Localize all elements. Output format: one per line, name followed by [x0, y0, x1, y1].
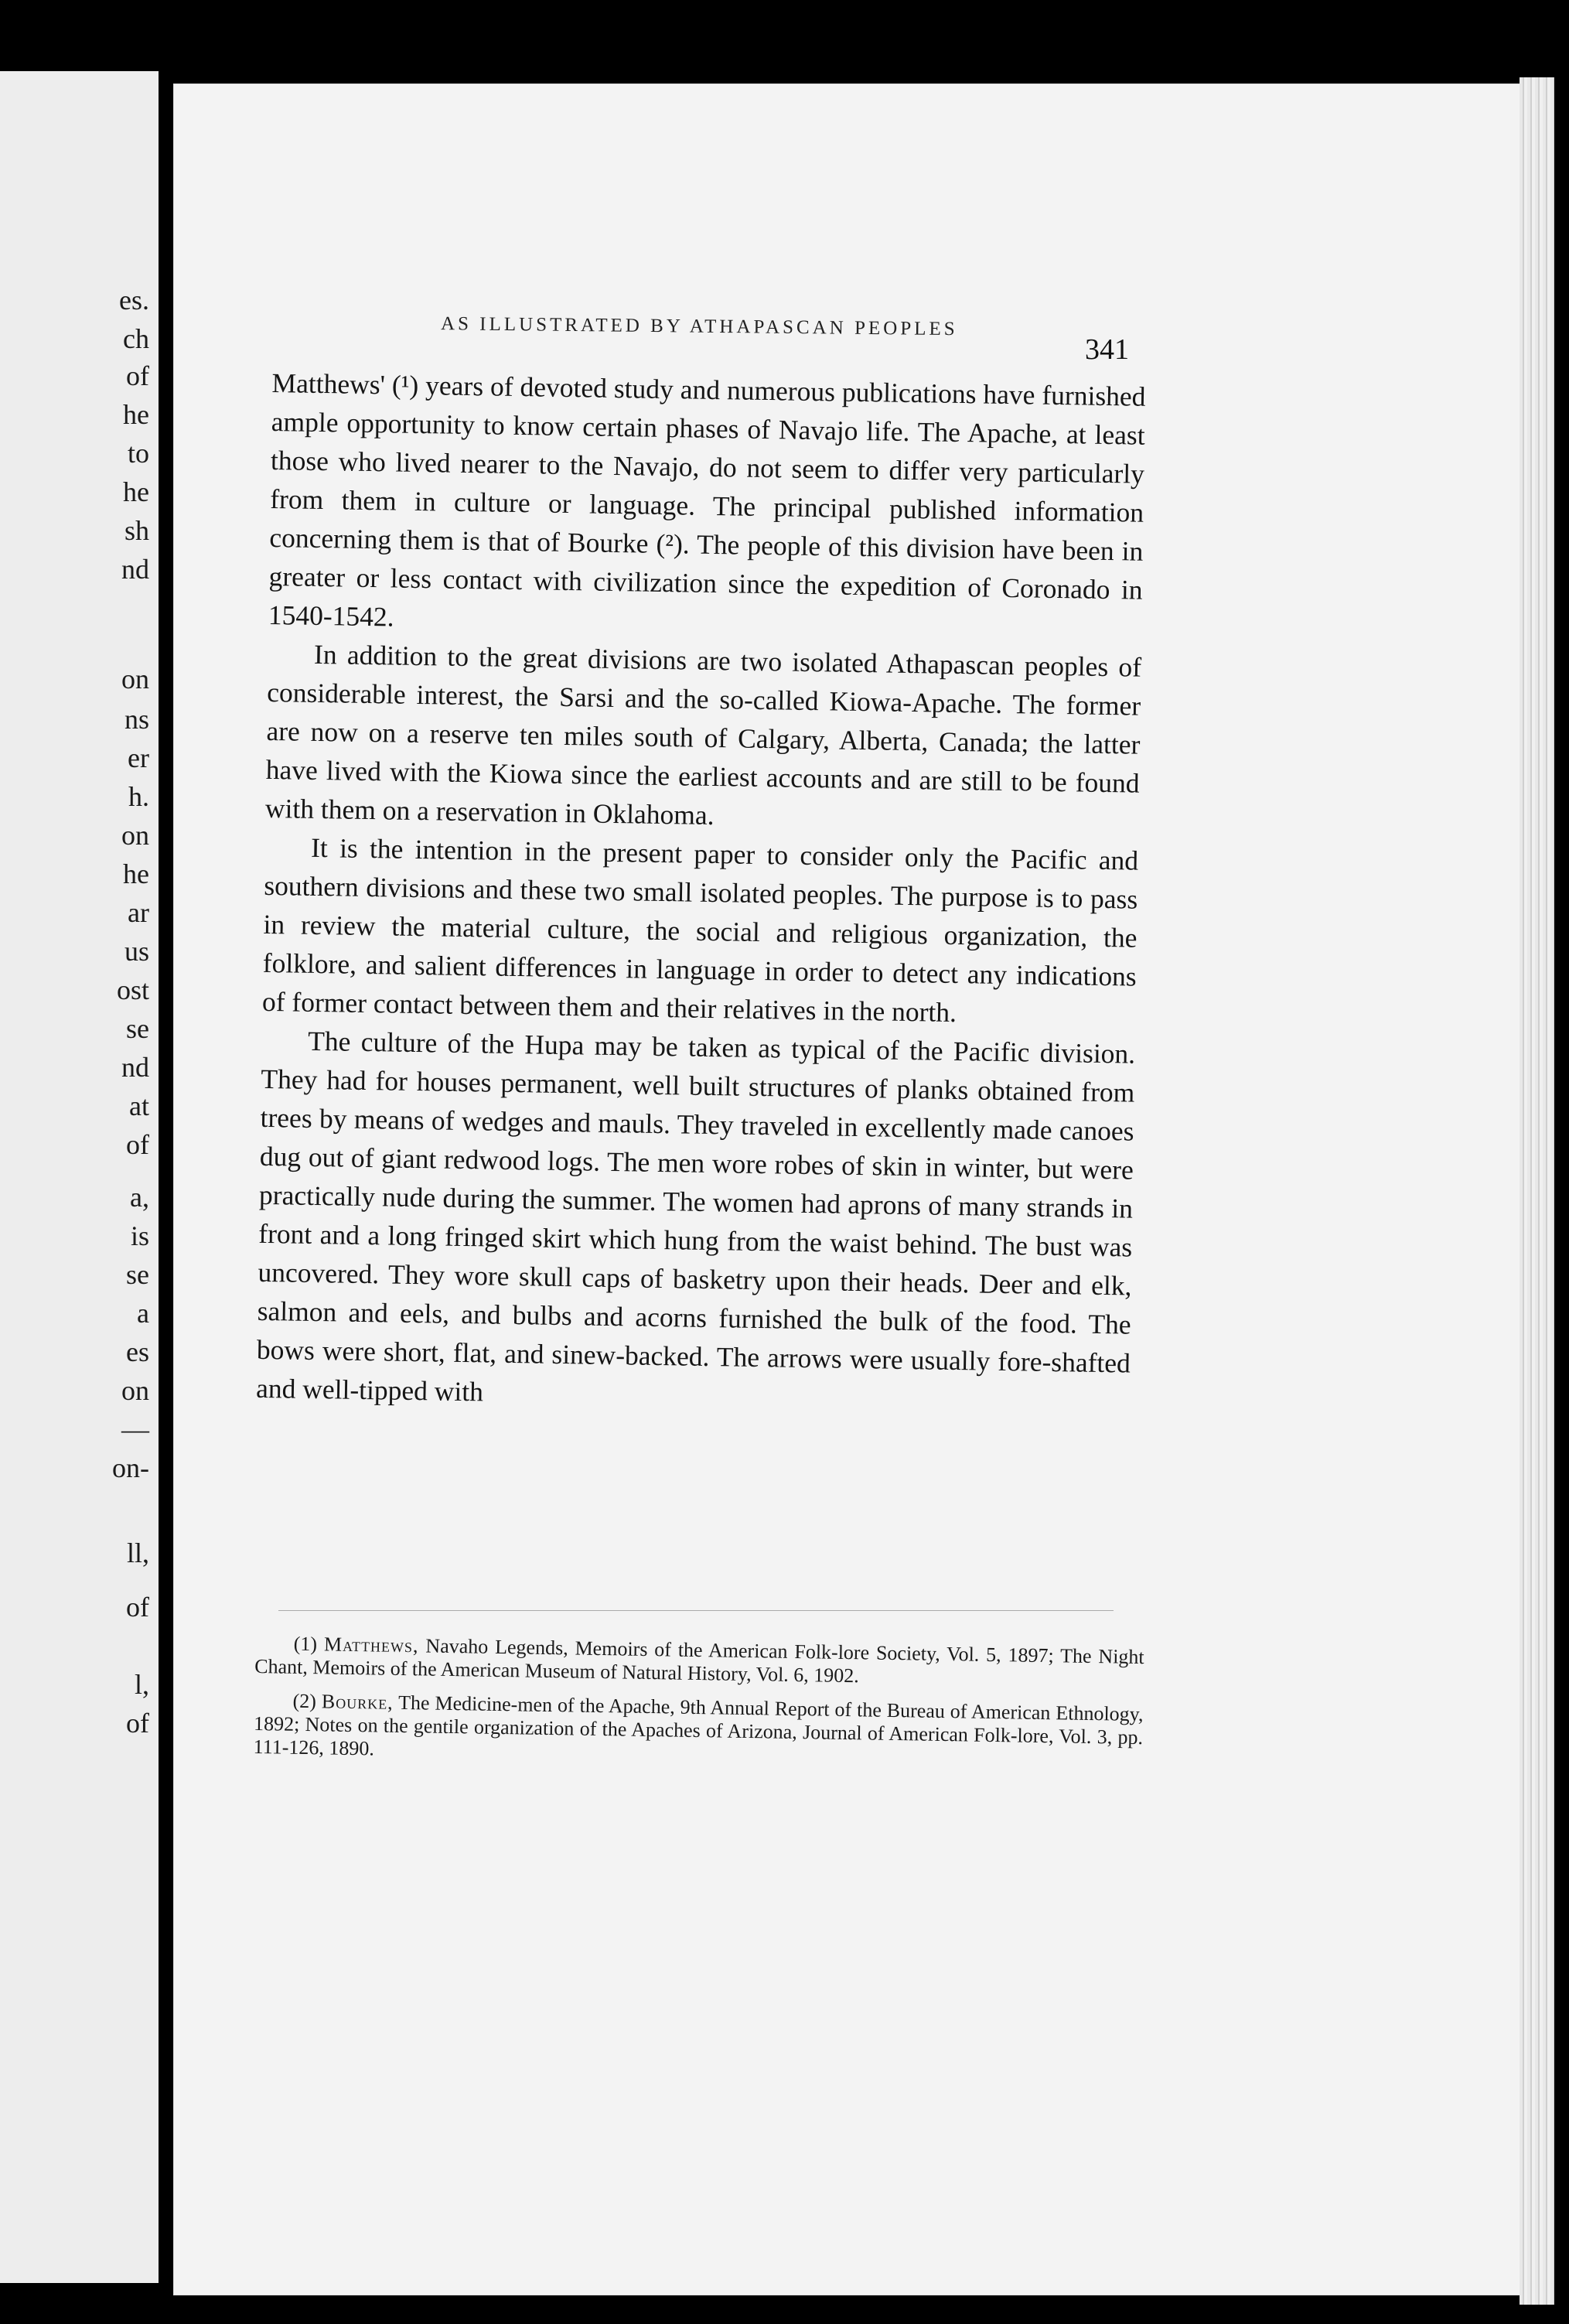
left-page-fragment: on — [121, 1375, 149, 1406]
body-text — [256, 363, 1146, 1421]
left-page-fragment: on- — [112, 1452, 149, 1483]
left-page-fragment: es. — [119, 285, 149, 316]
left-page-fragment: he — [123, 858, 149, 889]
left-page-fragment: at — [129, 1090, 149, 1121]
footnote-divider — [278, 1610, 1114, 1611]
left-page-fragment: sh — [124, 515, 149, 546]
footnote-text: The Medicine-men of the Apache, 9th Annual Report of the Bureau of American Ethnology, 1892; Notes on the gentile organization of the Apaches of Arizona, Journal of American Folk-lore, Vol. 3, pp. 111-126, 1890. — [253, 1691, 1144, 1760]
left-page-fragment: he — [123, 476, 149, 507]
left-page-fragment: nd — [121, 554, 149, 585]
left-page-fragment: ost — [116, 974, 149, 1005]
running-title: AS ILLUSTRATED BY ATHAPASCAN PEOPLES — [440, 313, 958, 340]
paragraph: Matthews' (¹) years of devoted study and numerous publications have furnished ample opportunity to know certain phases of Navajo life. The Apache, at least those who lived nearer to the Navajo, do not seem to differ very particularly from them in culture or language. The principal published information concerning them is that of Bourke (²). The people of this division have been in greater or less contact with civilization since the expedition of Coronado in 1540-1542. — [268, 367, 1146, 633]
footnote-marker: (2) — [292, 1689, 317, 1713]
left-page-fragment: us — [124, 936, 149, 967]
left-page-fragment: se — [126, 1259, 149, 1290]
footnote-author: Bourke, — [321, 1690, 394, 1714]
left-page-fragment: nd — [121, 1052, 149, 1083]
left-page-fragment: l, — [134, 1669, 149, 1700]
left-page-fragment: to — [127, 438, 149, 469]
left-page-fragment: ch — [123, 323, 149, 354]
left-page-fragment: es — [126, 1336, 149, 1367]
left-page-fragment: on — [121, 664, 149, 694]
left-page-fragment: ll, — [126, 1537, 149, 1568]
left-page-fragment: of — [126, 1129, 149, 1160]
footnote — [253, 1689, 1143, 1773]
footnote-marker: (1) — [293, 1632, 318, 1656]
left-page-fragment: of — [126, 1708, 149, 1739]
left-page-fragment: of — [126, 1592, 149, 1623]
left-page-fragment: of — [126, 360, 149, 391]
footnote-author: Matthews, — [323, 1633, 419, 1657]
left-page-fragment: se — [126, 1013, 149, 1044]
footnotes — [253, 1632, 1144, 1783]
left-page-fragment: ar — [128, 897, 149, 928]
paragraph: In addition to the great divisions are two isolated Athapascan peoples of considerable interest, the Sarsi and the so-called Kiowa-Apache. The former are now on a reserve ten miles south of Calgary, Alberta, Canada; the latter have lived with the Kiowa since the earliest accounts and are still to be found with them on a reservation in Oklahoma. — [264, 638, 1142, 831]
left-page-fragment: a — [137, 1298, 149, 1329]
left-facing-page — [0, 71, 159, 2283]
paragraph: It is the intention in the present paper to consider only the Pacific and southern divisions and these two small isolated peoples. The purpose is to pass in review the material culture, the social and religious organization, the folklore, and salient differences in language in order to detect any indications of former contact between them and their relatives in the north. — [261, 831, 1139, 1029]
paragraph: The culture of the Hupa may be taken as typical of the Pacific division. They had for houses permanent, well built structures of planks obtained from trees by means of wedges and mauls. They traveled in excellently made canoes dug out of giant redwood logs. The men wore robes of skin in winter, but were practically nude during the summer. The women had aprons of many strands in front and a long fringed skirt which hung from the waist behind. The bust was uncovered. They wore skull caps of basketry upon their heads. Deer and elk, salmon and eels, and bulbs and acorns furnished the bulk of the food. The bows were short, flat, and sinew-backed. The arrows were usually fore-shafted and well-tipped with — [255, 1025, 1136, 1408]
left-page-fragment: er — [128, 742, 149, 773]
left-page-fragment: ns — [124, 704, 149, 735]
page-edge — [1520, 77, 1554, 2305]
left-page-fragment: a, — [130, 1182, 149, 1213]
left-page-fragment: h. — [128, 781, 149, 812]
left-page-fragment: on — [121, 820, 149, 851]
page-number: 341 — [1085, 333, 1129, 366]
footnote-text: Navaho Legends, Memoirs of the American Folk-lore Society, Vol. 5, 1897; The Night Chant, Memoirs of the American Museum of Natural History, Vol. 6, 1902. — [254, 1634, 1144, 1688]
left-page-fragment: he — [123, 399, 149, 430]
left-page-fragment: — — [121, 1414, 149, 1445]
left-page-fragment: is — [130, 1220, 149, 1251]
